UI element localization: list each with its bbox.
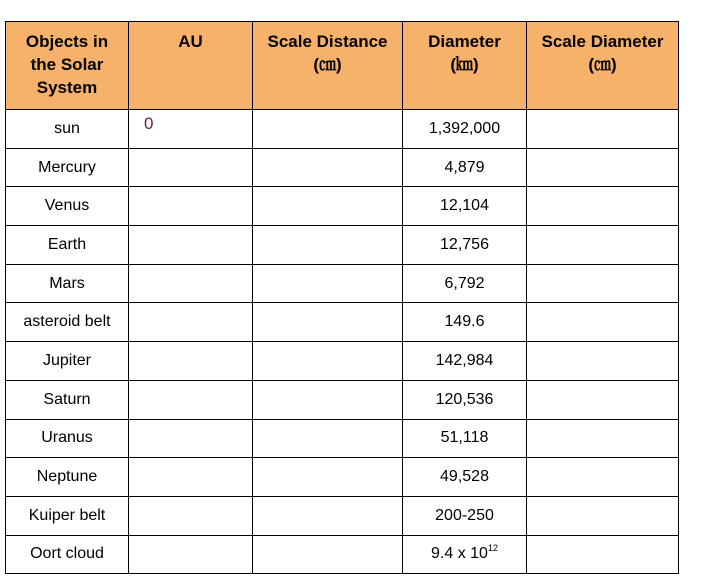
scale-diameter-cell[interactable] [527, 342, 679, 381]
diameter-cell[interactable] [403, 342, 527, 381]
diameter-value: 12,104 [440, 197, 489, 215]
table-row [6, 226, 679, 265]
diameter-cell[interactable] [403, 148, 527, 187]
scale-distance-cell[interactable] [253, 535, 403, 574]
diameter-value: 142,984 [435, 351, 494, 369]
object-cell[interactable]: Saturn [6, 380, 129, 419]
object-cell[interactable]: Kuiper belt [6, 496, 129, 535]
header-row [6, 22, 679, 110]
au-cell[interactable] [129, 148, 253, 187]
au-cell[interactable] [129, 535, 253, 574]
table-row [6, 148, 679, 187]
au-cell[interactable] [129, 419, 253, 458]
object-cell[interactable]: Mars [6, 264, 129, 303]
scale-diameter-cell[interactable] [527, 148, 679, 187]
diameter-value: 49,528 [440, 468, 489, 486]
diameter-cell[interactable] [403, 187, 527, 226]
table-row [6, 264, 679, 303]
diameter-cell[interactable] [403, 110, 527, 149]
header-diameter-line1: Diameter [428, 32, 501, 51]
diameter-cell[interactable] [403, 226, 527, 265]
table-row [6, 458, 679, 497]
diameter-cell[interactable] [403, 380, 527, 419]
diameter-value: 4,879 [444, 158, 485, 176]
scale-distance-cell[interactable] [253, 303, 403, 342]
scale-distance-cell[interactable] [253, 226, 403, 265]
diameter-value: 200-250 [435, 506, 494, 524]
object-cell[interactable]: asteroid belt [6, 303, 129, 342]
header-objects-line3: System [36, 78, 98, 97]
diameter-cell[interactable] [403, 496, 527, 535]
scale-distance-cell[interactable] [253, 380, 403, 419]
table-row [6, 419, 679, 458]
object-cell[interactable]: Venus [6, 187, 129, 226]
header-objects-line2: the Solar [30, 55, 104, 74]
diameter-value: 51,118 [440, 429, 489, 447]
diameter-exponent: 12 [487, 543, 498, 554]
object-cell[interactable]: Jupiter [6, 342, 129, 381]
scale-diameter-cell[interactable] [527, 380, 679, 419]
au-cell[interactable]: 0 [129, 110, 253, 149]
au-cell[interactable] [129, 226, 253, 265]
diameter-cell[interactable] [403, 264, 527, 303]
diameter-value: 6,792 [444, 274, 485, 292]
diameter-cell[interactable] [403, 419, 527, 458]
table-row [6, 342, 679, 381]
header-diameter-unit: (㎞) [450, 55, 479, 74]
header-scale-distance-unit: (㎝) [313, 55, 342, 74]
header-scale-diameter-unit: (㎝) [588, 55, 617, 74]
table-row [6, 303, 679, 342]
scale-diameter-cell[interactable] [527, 226, 679, 265]
scale-distance-cell[interactable] [253, 264, 403, 303]
table-row [6, 187, 679, 226]
solar-system-table [5, 21, 679, 574]
header-objects-line1: Objects in [25, 32, 109, 51]
table-row [6, 110, 679, 149]
diameter-value: 12,756 [440, 235, 489, 253]
object-cell[interactable]: Mercury [6, 148, 129, 187]
scale-distance-cell[interactable] [253, 342, 403, 381]
scale-distance-cell[interactable] [253, 110, 403, 149]
scale-diameter-cell[interactable] [527, 419, 679, 458]
scale-diameter-cell[interactable] [527, 110, 679, 149]
header-scale-distance-line1: Scale Distance [267, 32, 388, 51]
header-diameter [403, 22, 527, 110]
table-row [6, 535, 679, 574]
au-cell[interactable] [129, 264, 253, 303]
scale-distance-cell[interactable] [253, 458, 403, 497]
object-cell[interactable]: sun [6, 110, 129, 149]
au-cell[interactable] [129, 380, 253, 419]
header-scale-distance [253, 22, 403, 110]
scale-distance-cell[interactable] [253, 496, 403, 535]
header-scale-diameter-line1: Scale Diameter [541, 32, 664, 51]
object-cell[interactable]: Uranus [6, 419, 129, 458]
cut-off-heading [0, 0, 723, 10]
scale-diameter-cell[interactable] [527, 496, 679, 535]
au-cell[interactable] [129, 496, 253, 535]
au-cell[interactable] [129, 187, 253, 226]
table-row [6, 380, 679, 419]
scale-distance-cell[interactable] [253, 419, 403, 458]
table-row [6, 496, 679, 535]
object-cell[interactable]: Oort cloud [6, 535, 129, 574]
diameter-cell[interactable] [403, 535, 527, 574]
diameter-value: 120,536 [435, 390, 494, 408]
object-cell[interactable]: Neptune [6, 458, 129, 497]
header-objects [6, 22, 129, 110]
header-scale-diameter [527, 22, 679, 110]
diameter-cell[interactable] [403, 458, 527, 497]
object-cell[interactable]: Earth [6, 226, 129, 265]
diameter-value: 1,392,000 [428, 119, 501, 137]
diameter-value: 9.4 x 10 [431, 545, 488, 563]
header-au [129, 22, 253, 110]
scale-diameter-cell[interactable] [527, 264, 679, 303]
diameter-cell[interactable] [403, 303, 527, 342]
scale-diameter-cell[interactable] [527, 187, 679, 226]
au-cell[interactable] [129, 458, 253, 497]
au-cell[interactable] [129, 303, 253, 342]
header-au-line1: AU [178, 32, 203, 51]
diameter-value: 149.6 [444, 313, 485, 331]
scale-diameter-cell[interactable] [527, 303, 679, 342]
scale-diameter-cell[interactable] [527, 535, 679, 574]
au-cell[interactable] [129, 342, 253, 381]
scale-distance-cell[interactable] [253, 187, 403, 226]
scale-diameter-cell[interactable] [527, 458, 679, 497]
scale-distance-cell[interactable] [253, 148, 403, 187]
